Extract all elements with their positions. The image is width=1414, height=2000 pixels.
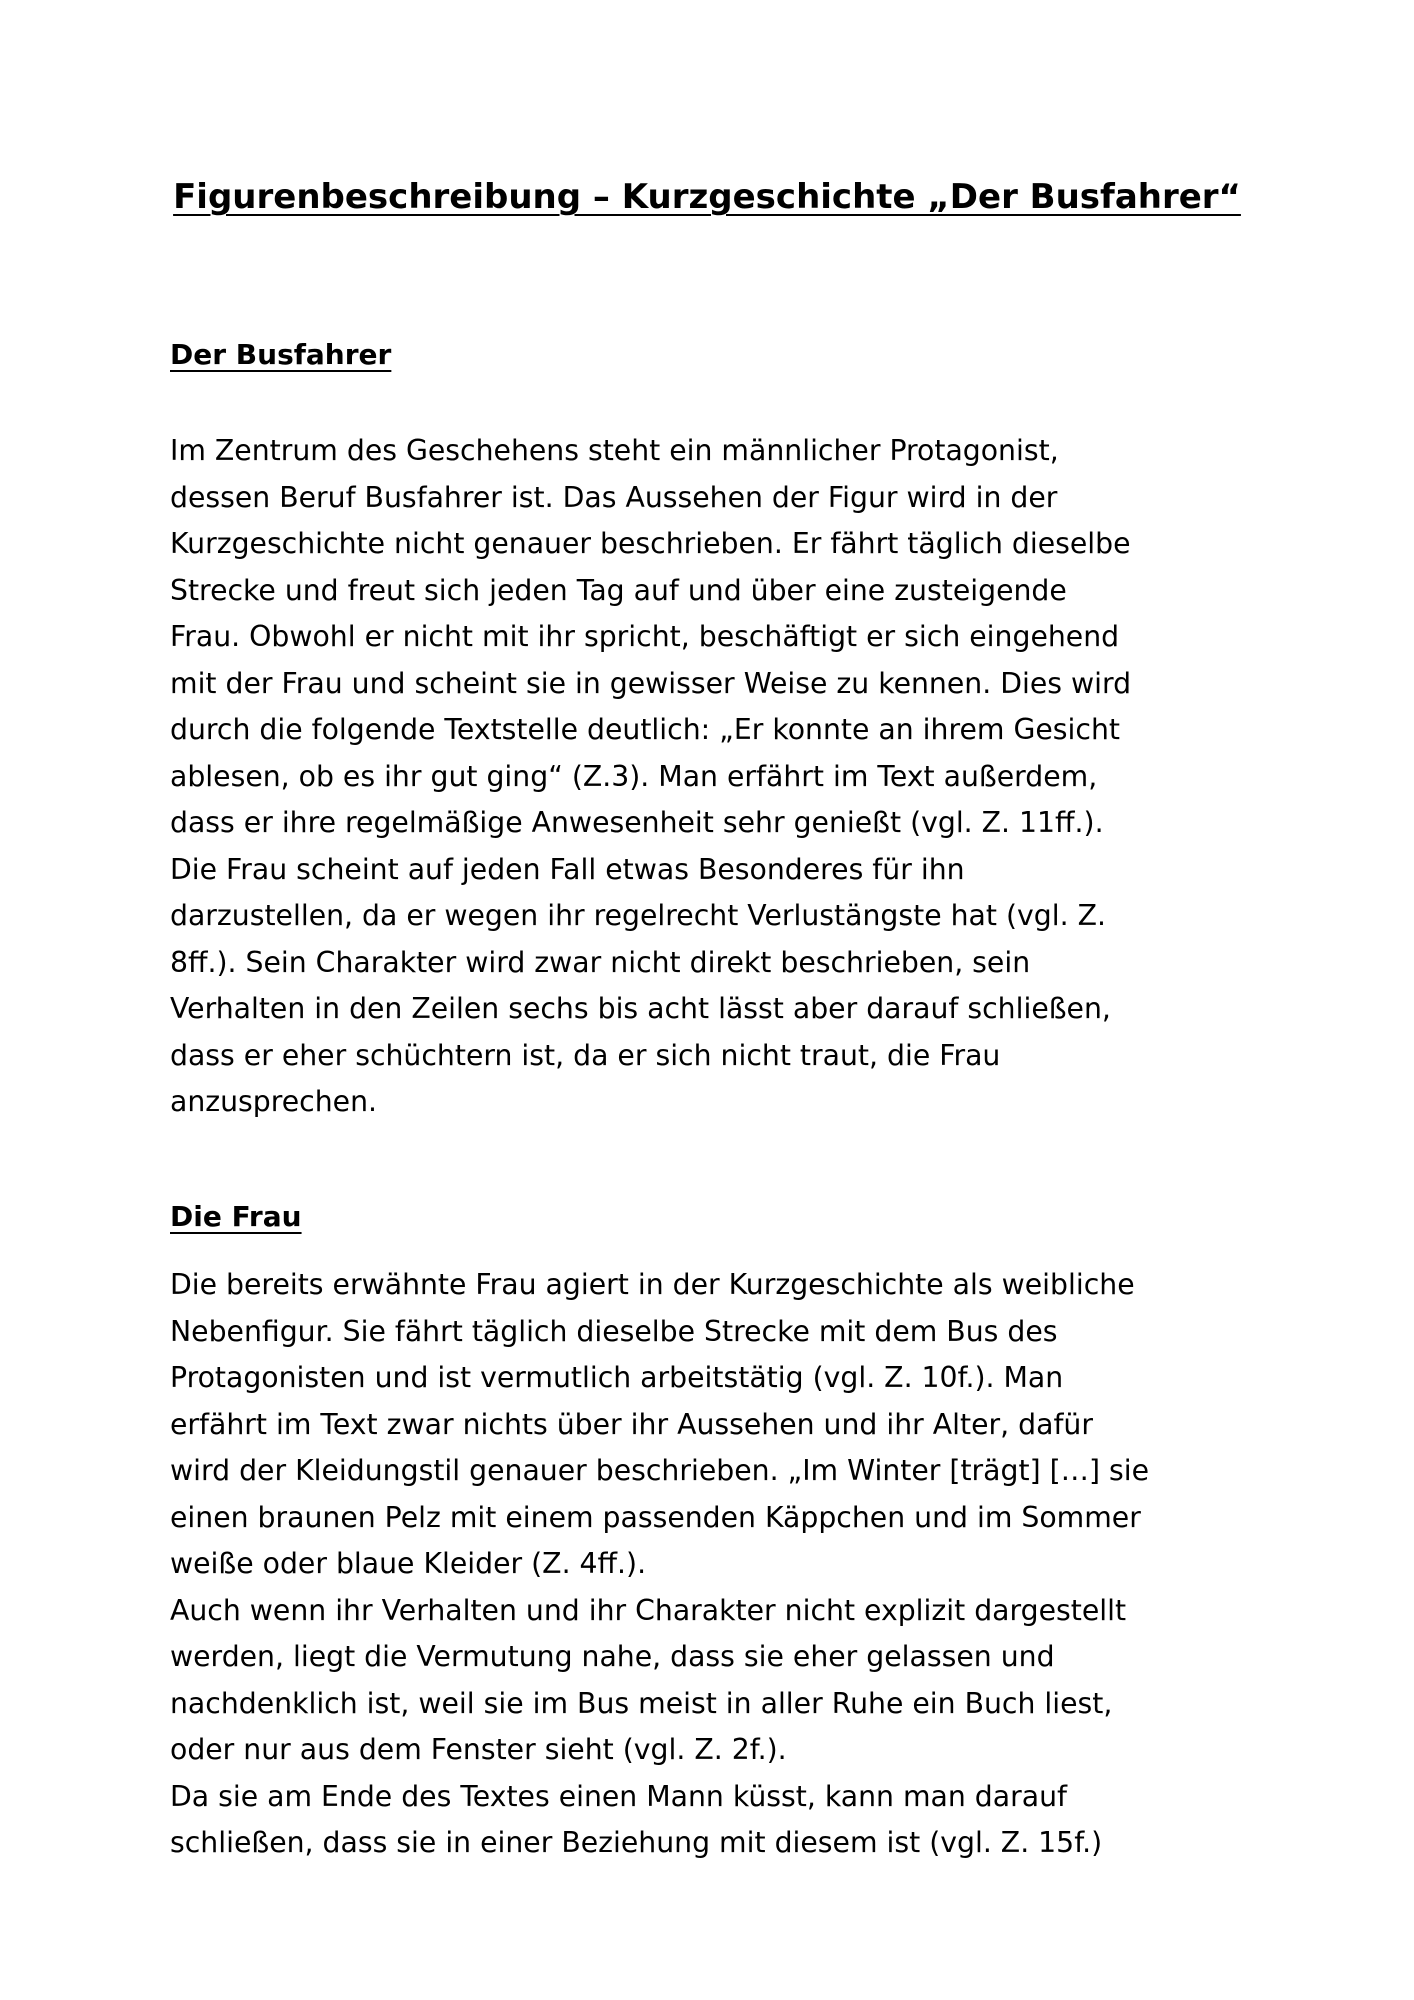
text-line: oder nur aus dem Fenster sieht (vgl. Z. 2f.).: [170, 1733, 787, 1766]
text-line: 8ff.). Sein Charakter wird zwar nicht direkt beschrieben, sein: [170, 945, 1031, 979]
text-line: Nebenfigur. Sie fährt täglich dieselbe Strecke mit dem Bus des: [170, 1314, 1058, 1348]
section-heading-busfahrer: Der Busfahrer: [170, 338, 392, 371]
text-line: Im Zentrum des Geschehens steht ein männlicher Protagonist,: [170, 434, 1059, 467]
text-line: Frau. Obwohl er nicht mit ihr spricht, beschäftigt er sich eingehend: [170, 620, 1120, 653]
text-line: Auch wenn ihr Verhalten und ihr Charakter nicht explizit dargestellt: [170, 1593, 1127, 1627]
text-line: Kurzgeschichte nicht genauer beschrieben. Er fährt täglich dieselbe: [170, 527, 1131, 560]
section-paragraph-frau: [170, 1262, 1260, 1867]
text-line: Die bereits erwähnte Frau agiert in der Kurzgeschichte als weibliche: [170, 1268, 1135, 1301]
text-line: durch die folgende Textstelle deutlich: „Er konnte an ihrem Gesicht: [170, 713, 1120, 746]
text-line: dass er ihre regelmäßige Anwesenheit sehr genießt (vgl. Z. 11ff.).: [170, 806, 1104, 839]
text-line: weiße oder blaue Kleider (Z. 4ff.).: [170, 1547, 647, 1580]
section-heading-frau: Die Frau: [170, 1200, 302, 1233]
text-line: anzusprechen.: [170, 1085, 378, 1118]
text-line: darzustellen, da er wegen ihr regelrecht Verlustängste hat (vgl. Z.: [170, 899, 1106, 932]
text-line: erfährt im Text zwar nichts über ihr Aussehen und ihr Alter, dafür: [170, 1407, 1093, 1441]
text-line: dessen Beruf Busfahrer ist. Das Aussehen der Figur wird in der: [170, 480, 1058, 514]
text-line: Da sie am Ende des Textes einen Mann küsst, kann man darauf: [170, 1779, 1067, 1813]
text-line: Verhalten in den Zeilen sechs bis acht lässt aber darauf schließen,: [170, 992, 1111, 1025]
text-line: dass er eher schüchtern ist, da er sich nicht traut, die Frau: [170, 1038, 1001, 1072]
text-line: Protagonisten und ist vermutlich arbeitstätig (vgl. Z. 10f.). Man: [170, 1361, 1064, 1394]
text-line: ablesen, ob es ihr gut ging“ (Z.3). Man erfährt im Text außerdem,: [170, 759, 1098, 793]
section-paragraph-busfahrer: [170, 428, 1260, 1126]
text-line: Die Frau scheint auf jeden Fall etwas Besonderes für ihn: [170, 852, 965, 886]
text-line: mit der Frau und scheint sie in gewisser Weise zu kennen. Dies wird: [170, 666, 1132, 700]
text-line: wird der Kleidungstil genauer beschrieben. „Im Winter [trägt] […] sie: [170, 1454, 1149, 1487]
text-line: schließen, dass sie in einer Beziehung mit diesem ist (vgl. Z. 15f.): [170, 1826, 1103, 1859]
text-line: einen braunen Pelz mit einem passenden Käppchen und im Sommer: [170, 1500, 1141, 1534]
document-title: Figurenbeschreibung – Kurzgeschichte „Der Busfahrer“: [173, 177, 1241, 217]
text-line: werden, liegt die Vermutung nahe, dass sie eher gelassen und: [170, 1640, 1055, 1673]
text-line: nachdenklich ist, weil sie im Bus meist in aller Ruhe ein Buch liest,: [170, 1686, 1113, 1720]
text-line: Strecke und freut sich jeden Tag auf und über eine zusteigende: [170, 573, 1067, 607]
